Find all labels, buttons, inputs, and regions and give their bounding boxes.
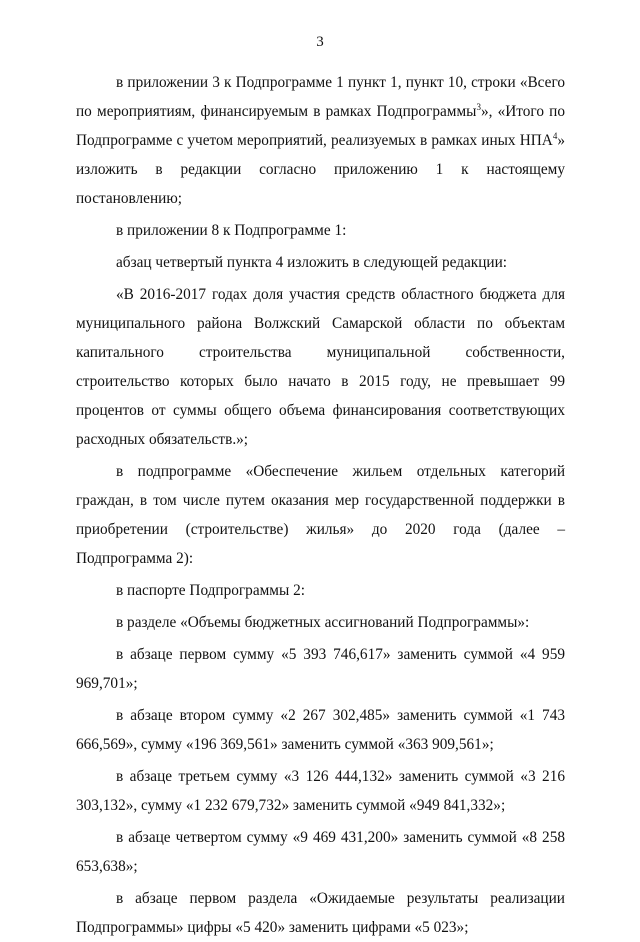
paragraph-abzac-4: абзац четвертый пункта 4 изложить в следующей редакции: bbox=[116, 254, 508, 271]
paragraph-abzac-third: в абзаце третьем сумму «3 126 444,132» заменить суммой «3 216 303,132», сумму «1 232 679,732» заменить суммой «949 841,332»; bbox=[76, 768, 565, 814]
paragraph-abzac-second: в абзаце втором сумму «2 267 302,485» заменить суммой «1 743 666,569», сумму «196 369,561» заменить суммой «363 909,561»; bbox=[76, 707, 565, 753]
paragraph-text: », «Итого по Подпрограмме с учетом мероприятий, реализуемых в рамках иных НПА bbox=[76, 103, 565, 149]
paragraph-abzac-fourth: в абзаце четвертом сумму «9 469 431,200» заменить суммой «8 258 653,638»; bbox=[76, 829, 565, 875]
paragraph-passport: в паспорте Подпрограммы 2: bbox=[116, 582, 305, 599]
paragraph-quote: «В 2016-2017 годах доля участия средств областного бюджета для муниципального района Волжский Самарской области по объектам капитального строительства муниципальной собственности, строительство которых было начато в 2015 году, не превышает 99 процентов от суммы общего объема финансирования соответствующих расходных обязательств.»; bbox=[76, 286, 565, 448]
footnote-marker: 4 bbox=[552, 131, 558, 141]
paragraph-abzac-first: в абзаце первом сумму «5 393 746,617» заменить суммой «4 959 969,701»; bbox=[76, 646, 565, 692]
paragraph-subprogram-2: в подпрограмме «Обеспечение жильем отдельных категорий граждан, в том числе путем оказания мер государственной поддержки в приобретении (строительстве) жилья» до 2020 года (далее – Подпрограмма 2): bbox=[76, 463, 565, 567]
document-body bbox=[76, 68, 565, 942]
page-number: 3 bbox=[316, 34, 324, 50]
paragraph-section-volumes: в разделе «Объемы бюджетных ассигнований Подпрограммы»: bbox=[116, 614, 530, 631]
paragraph-expected-results: в абзаце первом раздела «Ожидаемые результаты реализации Подпрограммы» цифры «5 420» заменить цифрами «5 023»; bbox=[76, 890, 565, 936]
paragraph-appendix-3 bbox=[76, 68, 565, 213]
paragraph-text: в приложении 3 к Подпрограмме 1 пункт 1, пункт 10, строки «Всего по мероприятиям, финансируемым в рамках Подпрограммы bbox=[76, 74, 565, 120]
footnote-marker: 3 bbox=[476, 102, 481, 112]
paragraph-text: » изложить в редакции согласно приложению 1 к настоящему постановлению; bbox=[76, 132, 565, 207]
paragraph-appendix-8: в приложении 8 к Подпрограмме 1: bbox=[116, 222, 347, 239]
